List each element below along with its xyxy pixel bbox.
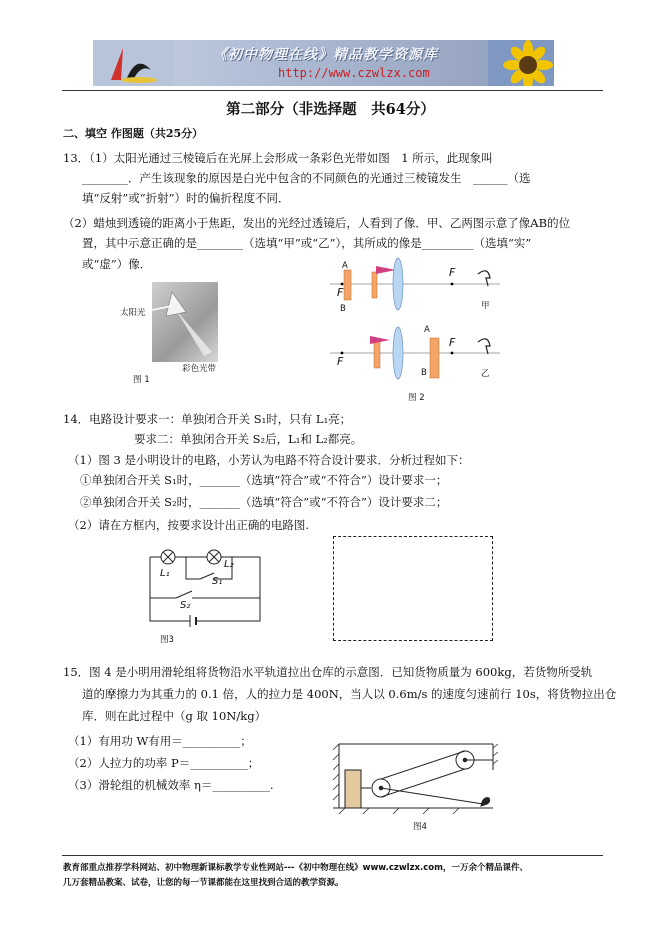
q13-line-2: ________．产生该现象的原因是白光中包含的不同颜色的光通过三棱镜发生 ______（选 (82, 171, 531, 185)
q14-line-4: ①单独闭合开关 S₁时，_______（选填“符合”或“不符合”）设计要求一； (80, 473, 448, 487)
q15-line-3: 库．则在此过程中（g 取 10N/kg） (82, 709, 267, 723)
q15-line-1: 15．图 4 是小明用滑轮组将货物沿水平轨道拉出仓库的示意图．已知货物质量为 600kg，若货物所受轨 (63, 665, 593, 679)
q14-line-2: 要求二：单独闭合开关 S₂后，L₁和 L₂都亮。 (134, 432, 363, 446)
fig3-label-L2: L₂ (224, 559, 234, 570)
q13-line-5: 置，其中示意正确的是________（选填“甲”或“乙”），其所成的像是_________（选填“实” (82, 236, 532, 250)
banner-url[interactable]: http://www.czwlzx.com (278, 66, 430, 80)
fig2-label-A-jia: A (342, 261, 348, 271)
fig2-label-F-left-jia: F (337, 286, 344, 299)
fig3-label-S2: S₂ (180, 600, 191, 611)
q15-line-5: （2）人拉力的功率 P＝__________； (68, 756, 260, 770)
section-heading: 二、填空 作图题（共25分） (63, 127, 204, 140)
fig2-label-A-yi: A (424, 325, 430, 335)
fig1-caption: 图 1 (133, 375, 150, 385)
figure-1-prism-photo (152, 282, 218, 362)
fig2-caption: 图 2 (408, 393, 425, 403)
figure-2-lens-diagram (330, 256, 505, 396)
fig1-band-label: 彩色光带 (182, 364, 217, 374)
fig2-label-B-yi: B (421, 368, 427, 378)
q15-line-4: （1）有用功 W有用＝__________； (68, 734, 252, 748)
q13-line-4: （2）蜡烛到透镜的距离小于焦距，发出的光经过透镜后，人看到了像．甲、乙两图示意了像AB的位 (63, 216, 571, 230)
figure-3-circuit (140, 545, 280, 635)
q14-line-3: （1）图 3 是小明设计的电路，小芳认为电路不符合设计要求．分析过程如下： (68, 453, 470, 467)
header-banner (93, 40, 554, 86)
fig2-label-F-right-yi: F (449, 336, 456, 349)
fig2-label-B-jia: B (340, 304, 346, 314)
figure-4-pulley-system (333, 740, 498, 815)
circuit-answer-box[interactable] (333, 536, 493, 641)
prism-icon (152, 282, 218, 362)
fig2-label-yi: 乙 (481, 369, 490, 379)
header-rule (62, 90, 603, 91)
fig3-label-L1: L₁ (160, 568, 170, 579)
site-logo (93, 40, 173, 86)
q14-line-5: ②单独闭合开关 S₂时，_______（选填“符合”或“不符合”）设计要求二； (80, 495, 448, 509)
q14-line-6: （2）请在方框内，按要求设计出正确的电路图. (68, 518, 309, 532)
banner-title: 《初中物理在线》精品教学资源库 (213, 47, 438, 63)
fig2-diagram-jia (330, 258, 500, 310)
q15-line-6: （3）滑轮组的机械效率 η＝__________. (68, 778, 274, 792)
q13-line-3: 填“反射”或“折射”）时的偏折程度不同． (82, 191, 290, 205)
fig2-diagram-yi (330, 327, 500, 379)
fig3-label-S1: S₁ (212, 576, 223, 587)
q13-line-1: 13．（1）太阳光通过三棱镜后在光屏上会形成一条彩色光带如图 1 所示，此现象叫 (63, 151, 493, 165)
fig1-sun-label: 太阳光 (120, 308, 146, 318)
fig4-caption: 图4 (413, 822, 427, 832)
fig2-label-F-right-jia: F (449, 266, 456, 279)
part-title: 第二部分（非选择题 共64分） (226, 101, 435, 118)
q14-line-1: 14．电路设计要求一：单独闭合开关 S₁时，只有 L₁亮； (63, 412, 352, 426)
footer-rule (62, 855, 603, 856)
fig3-caption: 图3 (160, 635, 174, 645)
fig2-label-jia: 甲 (481, 301, 490, 311)
q13-line-6: 或“虚”）像． (82, 257, 152, 271)
fig2-label-F-left-yi: F (337, 355, 344, 368)
footer-line-2: 几万套精品教案、试卷，让您的每一节课都能在这里找到合适的教学资源。 (63, 878, 344, 888)
footer-line-1: 教育部重点推荐学科网站、初中物理新课标教学专业性网站---《初中物理在线》www.czwlzx.com，一万余个精品课件、 (63, 863, 528, 873)
q15-line-2: 道的摩擦力为其重力的 0.1 倍，人的拉力是 400N，当人以 0.6m/s 的速度匀速前行 10s，将货物拉出仓 (82, 687, 617, 701)
sunflower-image (488, 40, 554, 86)
